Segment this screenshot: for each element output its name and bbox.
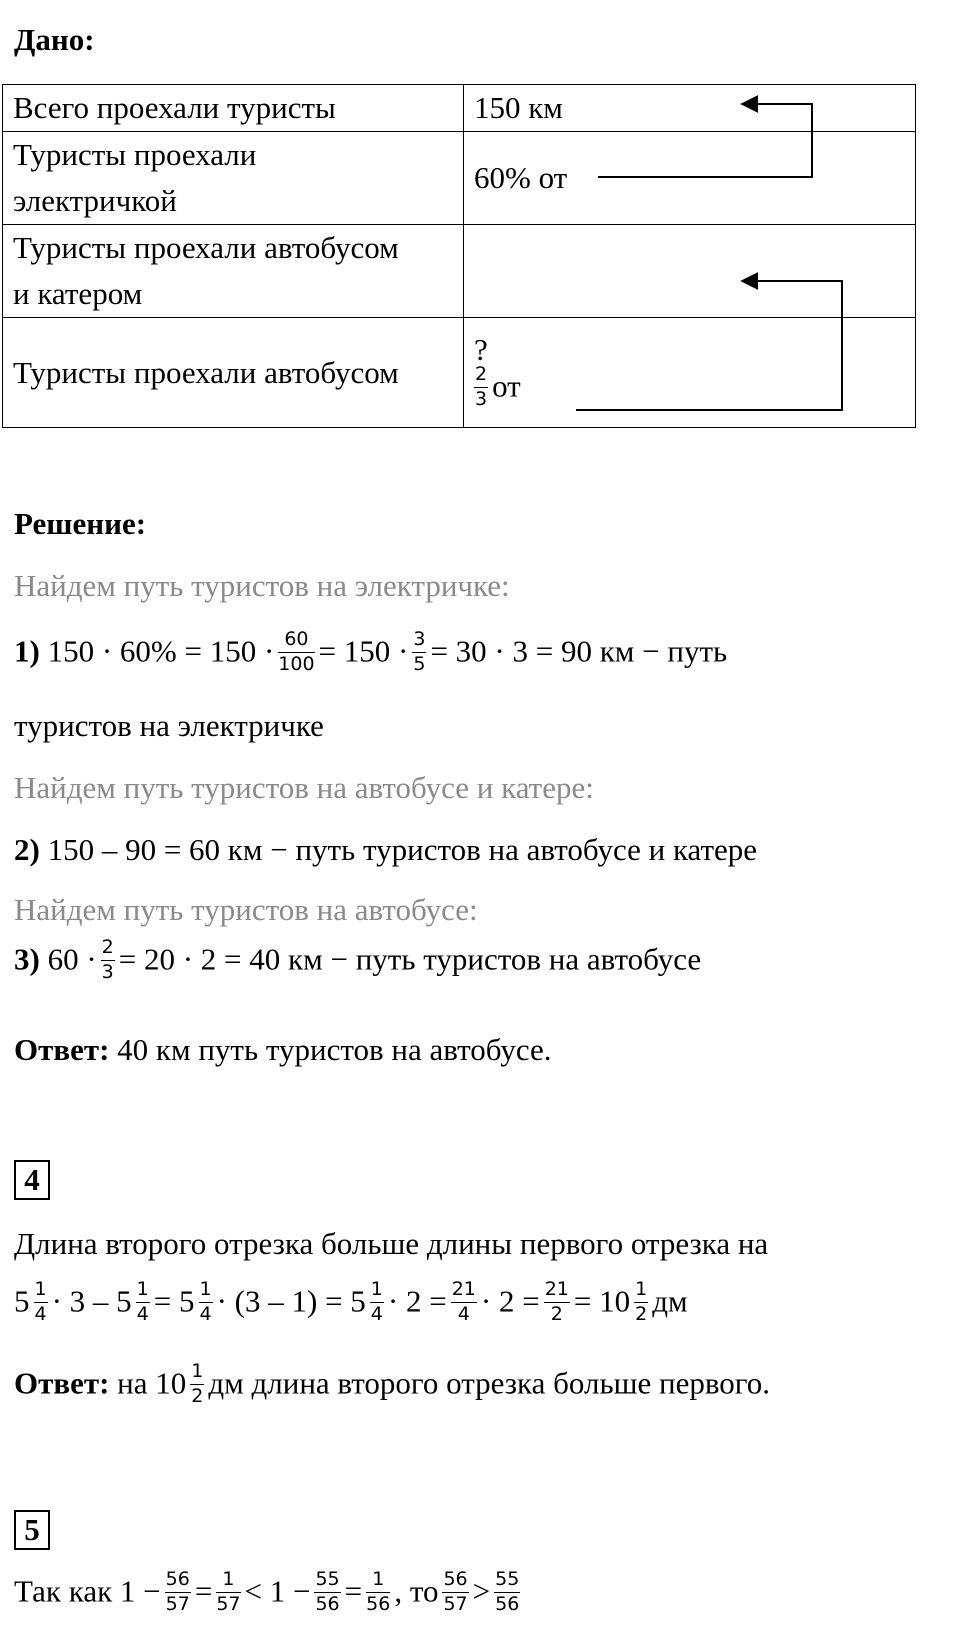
fraction: $\frac{55}{56}$ [315, 1568, 340, 1615]
fraction: $\frac{1}{56}$ [366, 1568, 391, 1615]
solution-step-1: 1) 150 · 60% = 150 · $\frac{60}{100}$ = 150 · $\frac{3}{5}$ = 30 · 3 = 90 км − путь [14, 628, 728, 675]
fraction: $\frac{1}{4}$ [199, 1278, 212, 1325]
task4-formula: 5 $\frac{1}{4}$ · 3 – 5 $\frac{1}{4}$ = 5 $\frac{1}{4}$ · (3 – 1) = 5 $\frac{1}{4}$ · 2 = $\frac{21}{4}$ · 2 = $\frac{21}{2}$ = 10 $\frac{1}{2}$ дм [14, 1278, 688, 1325]
given-heading: Дано: [14, 22, 95, 57]
task-number-5: 5 [14, 1510, 50, 1550]
task4-answer: Ответ: на 10 $\frac{1}{2}$ дм длина второго отрезка больше первого. [14, 1360, 770, 1407]
solution-heading: Решение: [14, 506, 147, 541]
solution-step-3: 3) 60 · $\frac{2}{3}$ = 20 · 2 = 40 км − путь туристов на автобусе [14, 936, 702, 983]
fraction: $\frac{55}{56}$ [495, 1568, 520, 1615]
row-value: 150 км [464, 85, 916, 132]
fraction: $\frac{1}{2}$ [191, 1360, 204, 1407]
fraction: $\frac{56}{57}$ [443, 1568, 468, 1615]
fraction: $\frac{1}{4}$ [34, 1278, 47, 1325]
row-label: Всего проехали туристы [3, 85, 464, 132]
task-number-4: 4 [14, 1160, 50, 1200]
row-label: Туристы проехали электричкой [3, 132, 464, 225]
task4-text: Длина второго отрезка больше длины первого отрезка на [14, 1226, 769, 1261]
fraction: $\frac{1}{4}$ [370, 1278, 383, 1325]
fraction: $\frac{1}{2}$ [635, 1278, 648, 1325]
solution-step-2: 2) 150 – 90 = 60 км − путь туристов на автобусе и катере [14, 832, 758, 867]
row-value: 60% от [464, 132, 916, 225]
task5-formula: Так как 1 − $\frac{56}{57}$ = $\frac{1}{57}$ < 1 − $\frac{55}{56}$ = $\frac{1}{56}$ , то $\frac{56}{57}$ > $\frac{55}{56}$ [14, 1568, 520, 1615]
reference-arrows [0, 0, 960, 460]
arrow-to-bus-boat [576, 281, 842, 410]
answer-line: Ответ: 40 км путь туристов на автобусе. [14, 1032, 552, 1067]
fraction: $\frac{60}{100}$ [278, 628, 315, 675]
hint-text: Найдем путь туристов на автобусе и катере: [14, 770, 594, 805]
hint-text: Найдем путь туристов на автобусе: [14, 892, 478, 927]
arrow-to-total [598, 104, 812, 177]
fraction: $\frac{3}{5}$ [413, 628, 426, 675]
fraction: $\frac{1}{4}$ [136, 1278, 149, 1325]
fraction: $\frac{2}{3}$ [475, 363, 488, 410]
row-label: Туристы проехали автобусом и катером [3, 225, 464, 318]
fraction: $\frac{2}{3}$ [101, 936, 114, 983]
row-value: ? $\frac{2}{3}$ от [464, 318, 916, 428]
hint-text: Найдем путь туристов на электричке: [14, 568, 510, 603]
solution-step-1-continued: туристов на электричке [14, 708, 324, 743]
fraction: $\frac{21}{4}$ [451, 1278, 476, 1325]
fraction: $\frac{56}{57}$ [165, 1568, 190, 1615]
fraction: $\frac{21}{2}$ [544, 1278, 569, 1325]
row-label: Туристы проехали автобусом [3, 318, 464, 428]
fraction: $\frac{1}{57}$ [216, 1568, 241, 1615]
